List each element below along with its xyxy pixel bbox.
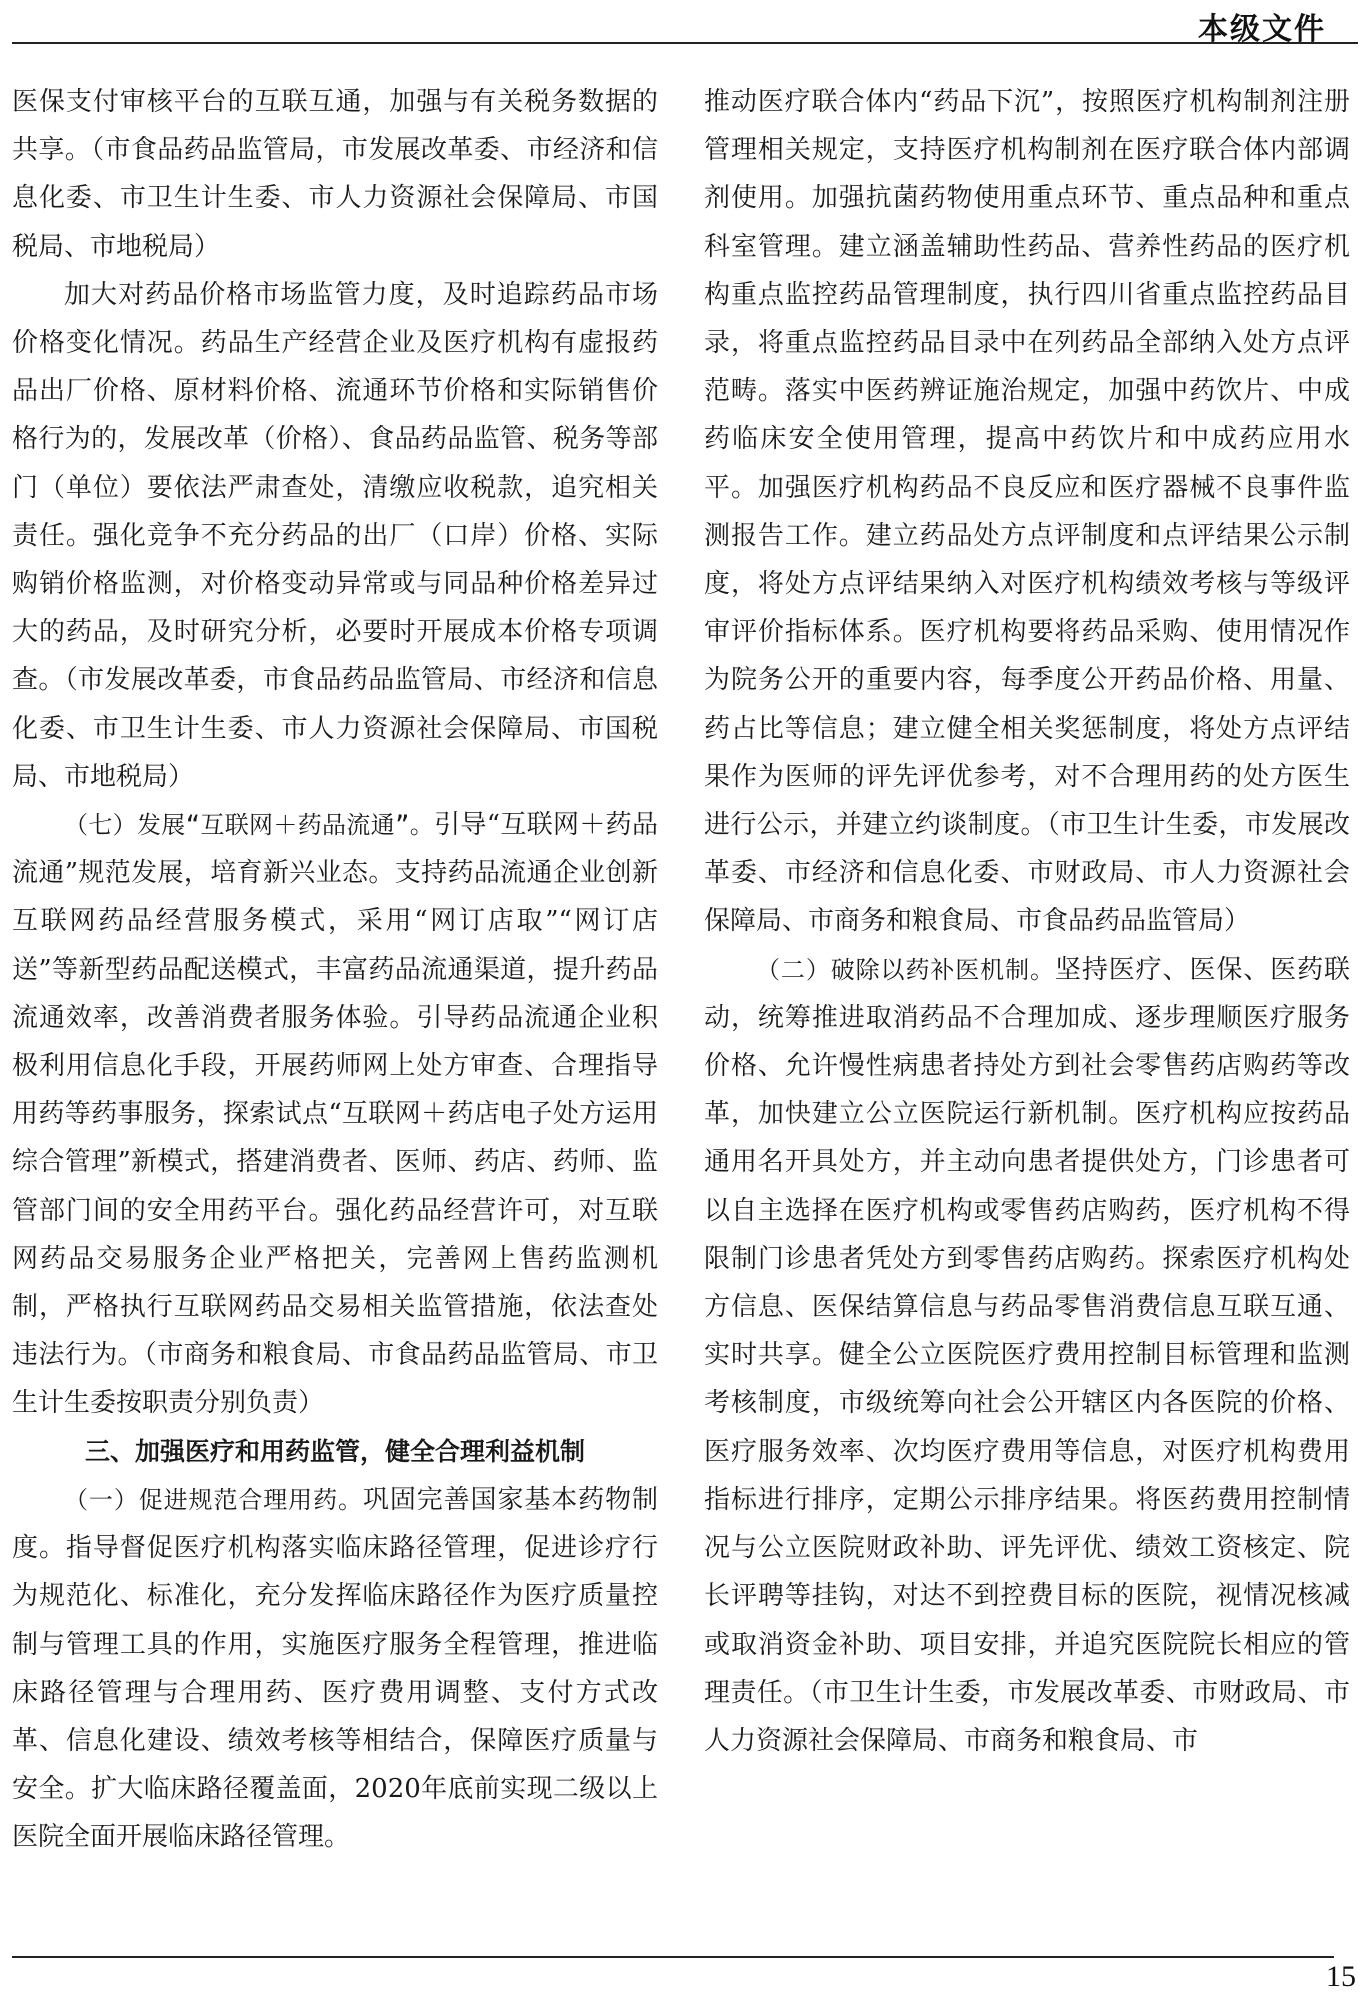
paragraph-body: 巩固完善国家基本药物制度。指导督促医疗机构落实临床路径管理，促进诊疗行为规范化、标准化，充分发挥临床路径作为医疗质量控制与管理工具的作用，实施医疗服务全程管理，推进临床路径管理与合理用药、医疗费用调整、支付方式改革、信息化建设、绩效考核等相结合，保障医疗质量与安全。扩大临床路径覆盖面，2020年底前实现二级以上医院全面开展临床路径管理。 xyxy=(12,1484,658,1853)
paragraph: 加大对药品价格市场监管力度，及时追踪药品市场价格变化情况。药品生产经营企业及医疗机构有虚报药品出厂价格、原材料价格、流通环节价格和实际销售价格行为的，发展改革（价格）、食品药品监管、税务等部门（单位）要依法严肃查处，清缴应收税款，追究相关责任。强化竞争不充分药品的出厂（口岸）价格、实际购销价格监测，对价格变动异常或与同品种价格差异过大的药品，及时研究分析，必要时开展成本价格专项调查。（市发展改革委，市食品药品监管局、市经济和信息化委、市卫生计生委、市人力资源社会保障局、市国税局、市地税局） xyxy=(12,279,658,792)
subsection-title: （一）促进规范合理用药。 xyxy=(64,1485,363,1514)
subsection-title: （二）破除以药补医机制。 xyxy=(756,955,1055,984)
paragraph: 医保支付审核平台的互联互通，加强与有关税务数据的共享。（市食品药品监管局，市发展改革委、市经济和信息化委、市卫生计生委、市人力资源社会保障局、市国税局、市地税局） xyxy=(12,87,658,262)
section-title: 本级文件 xyxy=(1198,12,1326,47)
left-column xyxy=(12,78,658,1862)
right-column xyxy=(704,78,1350,1765)
header-rule xyxy=(12,42,1358,44)
page-number: 15 xyxy=(1326,1960,1356,1993)
paragraph xyxy=(12,801,658,1428)
paragraph xyxy=(12,1476,658,1862)
subsection-title: （七）发展“互联网＋药品流通”。 xyxy=(64,811,435,840)
section-heading: 三、加强医疗和用药监管，健全合理利益机制 xyxy=(84,1436,585,1466)
paragraph: 推动医疗联合体内“药品下沉”，按照医疗机构制剂注册管理相关规定，支持医疗机构制剂在医疗联合体内部调剂使用。加强抗菌药物使用重点环节、重点品种和重点科室管理。建立涵盖辅助性药品、营养性药品的医疗机构重点监控药品管理制度，执行四川省重点监控药品目录，将重点监控药品目录中在列药品全部纳入处方点评范畴。落实中医药辨证施治规定，加强中药饮片、中成药临床安全使用管理，提高中药饮片和中成药应用水平。加强医疗机构药品不良反应和医疗器械不良事件监测报告工作。建立药品处方点评制度和点评结果公示制度，将处方点评结果纳入对医疗机构绩效考核与等级评审评价指标体系。医疗机构要将药品采购、使用情况作为院务公开的重要内容，每季度公开药品价格、用量、药占比等信息；建立健全相关奖惩制度，将处方点评结果作为医师的评先评优参考，对不合理用药的处方医生进行公示，并建立约谈制度。（市卫生计生委，市发展改革委、市经济和信息化委、市财政局、市人力资源社会保障局、市商务和粮食局、市食品药品监管局） xyxy=(704,87,1350,937)
paragraph xyxy=(704,946,1350,1765)
paragraph-body: 引导“互联网＋药品流通”规范发展，培育新兴业态。支持药品流通企业创新互联网药品经营服务模式，采用“网订店取”“网订店送”等新型药品配送模式，丰富药品流通渠道，提升药品流通效率，改善消费者服务体验。引导药品流通企业积极利用信息化手段，开展药师网上处方审查、合理指导用药等药事服务，探索试点“互联网＋药店电子处方运用综合管理”新模式，搭建消费者、医师、药店、药师、监管部门间的安全用药平台。强化药品经营许可，对互联网药品交易服务企业严格把关，完善网上售药监测机制，严格执行互联网药品交易相关监管措施，依法查处违法行为。（市商务和粮食局、市食品药品监管局、市卫生计生委按职责分别负责） xyxy=(12,810,659,1419)
paragraph-body: 坚持医疗、医保、医药联动，统筹推进取消药品不合理加成、逐步理顺医疗服务价格、允许慢性病患者持处方到社会零售药店购药等改革，加快建立公立医院运行新机制。医疗机构应按药品通用名开具处方，并主动向患者提供处方，门诊患者可以自主选择在医疗机构或零售药店购药，医疗机构不得限制门诊患者凭处方到零售药店购药。探索医疗机构处方信息、医保结算信息与药品零售消费信息互联互通、实时共享。健全公立医院医疗费用控制目标管理和监测考核制度，市级统筹向社会公开辖区内各医院的价格、医疗服务效率、次均医疗费用等信息，对医疗机构费用指标进行排序，定期公示排序结果。将医药费用控制情况与公立医院财政补助、评先评优、绩效工资核定、院长评聘等挂钩，对达不到控费目标的医院，视情况核减或取消资金补助、项目安排，并追究医院院长相应的管理责任。（市卫生计生委，市发展改革委、市财政局、市人力资源社会保障局、市商务和粮食局、市 xyxy=(704,954,1350,1756)
footer-rule xyxy=(12,1956,1334,1958)
